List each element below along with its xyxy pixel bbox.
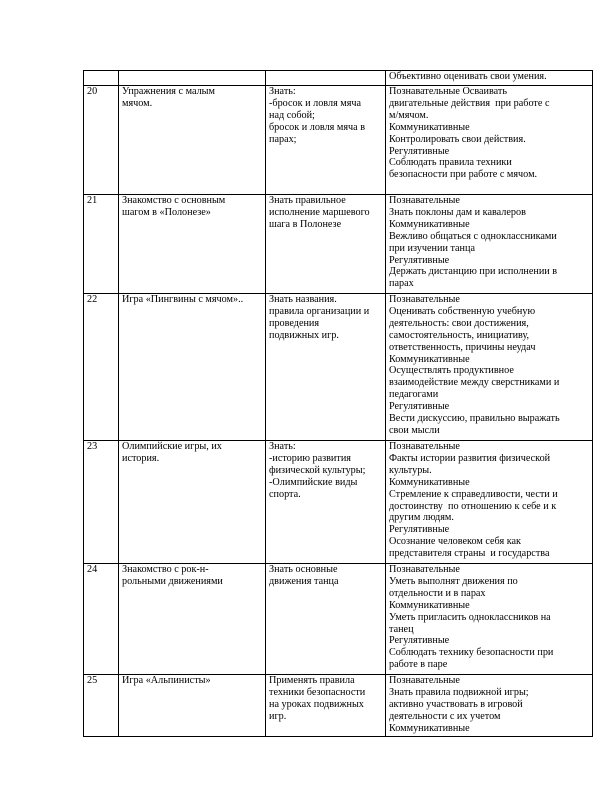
lesson-topic-cell xyxy=(119,564,266,675)
uud-cell xyxy=(386,564,593,675)
lesson-plan-table xyxy=(83,70,593,737)
knowledge-line: Применять правила xyxy=(269,675,355,686)
knowledge-line: бросок и ловля мяча в xyxy=(269,121,366,133)
knowledge-line: правила организации и xyxy=(269,305,370,317)
topic-line: шагом в «Полонезе» xyxy=(122,206,211,218)
uud-line: Коммуникативные xyxy=(389,722,470,734)
knowledge-line: физической культуры; xyxy=(269,464,366,476)
uud-line: самостоятельность, инициативу, xyxy=(389,329,530,341)
table-row xyxy=(84,195,593,294)
lesson-number-cell xyxy=(84,675,119,737)
knowledge-line: техники безопасности xyxy=(269,686,366,698)
table-row xyxy=(84,564,593,675)
continuation-knowledge-cell xyxy=(266,71,386,86)
uud-line: ответственность, причины неудач xyxy=(389,341,536,353)
table-row xyxy=(84,441,593,564)
knowledge-line: подвижных игр. xyxy=(269,329,339,341)
knowledge-line: Знать названия. xyxy=(269,294,337,305)
lesson-topic-cell xyxy=(119,86,266,195)
uud-line: Оценивать собственную учебную xyxy=(389,305,536,317)
lesson-number: 23 xyxy=(87,441,98,452)
topic-line: Упражнения с малым xyxy=(122,86,215,97)
topic-line: Игра «Пингвины с мячом».. xyxy=(122,294,244,305)
knowledge-cell xyxy=(266,564,386,675)
uud-line: Познавательные xyxy=(389,564,460,575)
uud-line: безопасности при работе с мячом. xyxy=(389,169,538,181)
uud-line: достоинству по отношению к себе и к xyxy=(389,500,557,512)
uud-line: Знать поклоны дам и кавалеров xyxy=(389,206,526,218)
uud-line: Коммуникативные xyxy=(389,599,470,611)
knowledge-line: движения танца xyxy=(269,575,339,587)
lesson-number-cell xyxy=(84,564,119,675)
uud-line: Осознание человеком себя как xyxy=(389,536,521,548)
lesson-topic-cell xyxy=(119,294,266,441)
uud-line: педагогами xyxy=(389,389,439,401)
uud-line: представителя страны и государства xyxy=(389,548,550,560)
uud-line: Соблюдать технику безопасности при xyxy=(389,647,554,659)
uud-line: Регулятивные xyxy=(389,145,450,157)
knowledge-line: на уроках подвижных xyxy=(269,698,364,710)
knowledge-cell xyxy=(266,675,386,737)
uud-line: Уметь пригласить одноклассников на xyxy=(389,611,551,623)
table-row xyxy=(84,294,593,441)
uud-line: Регулятивные xyxy=(389,524,450,536)
uud-cell xyxy=(386,195,593,294)
uud-line: взаимодействие между сверстниками и xyxy=(389,377,560,389)
uud-line: при изучении танца xyxy=(389,242,475,254)
uud-line: Вежливо общаться с одноклассниками xyxy=(389,230,557,242)
knowledge-line: проведения xyxy=(269,317,320,329)
uud-line: Держать дистанцию при исполнении в xyxy=(389,266,558,278)
knowledge-line: Знать основные xyxy=(269,564,338,575)
uud-line: культуры. xyxy=(389,464,432,476)
uud-cell xyxy=(386,86,593,195)
knowledge-cell xyxy=(266,441,386,564)
uud-line: м/мячом. xyxy=(389,109,429,121)
uud-cell xyxy=(386,294,593,441)
lesson-topic-cell xyxy=(119,441,266,564)
uud-line: Стремление к справедливости, чести и xyxy=(389,488,558,500)
uud-line: танец xyxy=(389,623,414,635)
continuation-row xyxy=(84,71,593,86)
lesson-topic-cell xyxy=(119,675,266,737)
knowledge-line: игр. xyxy=(269,710,287,722)
uud-line: Факты истории развития физической xyxy=(389,452,551,464)
lesson-number: 21 xyxy=(87,195,98,206)
lesson-plan-body xyxy=(84,71,593,737)
lesson-number-cell xyxy=(84,294,119,441)
table-row xyxy=(84,86,593,195)
uud-line: Коммуникативные xyxy=(389,476,470,488)
uud-line: Коммуникативные xyxy=(389,121,470,133)
lesson-number: 25 xyxy=(87,675,98,686)
lesson-number: 20 xyxy=(87,86,98,97)
knowledge-line: -бросок и ловля мяча xyxy=(269,97,362,109)
knowledge-cell xyxy=(266,195,386,294)
uud-cell xyxy=(386,675,593,737)
lesson-number-cell xyxy=(84,441,119,564)
uud-line: свои мысли xyxy=(389,424,440,436)
uud-line: отдельности и в парах xyxy=(389,587,486,599)
uud-line: работе в паре xyxy=(389,659,448,671)
knowledge-line: -историю развития xyxy=(269,452,351,464)
uud-line: Познавательные xyxy=(389,441,460,452)
lesson-topic-cell xyxy=(119,195,266,294)
uud-line: Объективно оценивать свои умения. xyxy=(389,71,547,82)
uud-line: Регулятивные xyxy=(389,401,450,413)
topic-line: мячом. xyxy=(122,97,153,109)
uud-line: Вести дискуссию, правильно выражать xyxy=(389,413,560,425)
topic-line: история. xyxy=(122,452,160,464)
lesson-number-cell xyxy=(84,195,119,294)
uud-line: Познавательные Осваивать xyxy=(389,86,508,97)
uud-line: активно участвовать в игровой xyxy=(389,698,523,710)
uud-line: Знать правила подвижной игры; xyxy=(389,686,529,698)
uud-line: деятельности с их учетом xyxy=(389,710,501,722)
uud-line: Познавательные xyxy=(389,195,460,206)
uud-line: парах xyxy=(389,278,414,290)
lesson-number: 24 xyxy=(87,564,98,575)
uud-cell xyxy=(386,441,593,564)
uud-line: Регулятивные xyxy=(389,254,450,266)
topic-line: Знакомство с рок-н- xyxy=(122,564,209,575)
topic-line: Олимпийские игры, их xyxy=(122,441,222,452)
knowledge-line: исполнение маршевого xyxy=(269,206,370,218)
uud-line: Познавательные xyxy=(389,675,460,686)
uud-line: Коммуникативные xyxy=(389,353,470,365)
uud-line: другим людям. xyxy=(389,512,454,524)
knowledge-cell xyxy=(266,294,386,441)
knowledge-line: парах; xyxy=(269,133,297,145)
continuation-uud-cell xyxy=(386,71,593,86)
uud-line: Осуществлять продуктивное xyxy=(389,365,514,377)
knowledge-line: Знать: xyxy=(269,86,296,97)
uud-line: Соблюдать правила техники xyxy=(389,157,512,169)
continuation-num-cell xyxy=(84,71,119,86)
knowledge-line: шага в Полонезе xyxy=(269,218,342,230)
topic-line: Знакомство с основным xyxy=(122,195,226,206)
knowledge-line: Знать правильное xyxy=(269,195,346,206)
knowledge-line: спорта. xyxy=(269,488,301,500)
uud-line: Коммуникативные xyxy=(389,218,470,230)
topic-line: Игра «Альпинисты» xyxy=(122,675,211,686)
uud-line: Регулятивные xyxy=(389,635,450,647)
uud-line: Познавательные xyxy=(389,294,460,305)
topic-line: рольными движениями xyxy=(122,575,223,587)
uud-line: Уметь выполнят движения по xyxy=(389,575,518,587)
uud-line: деятельность: свои достижения, xyxy=(389,317,529,329)
knowledge-line: над собой; xyxy=(269,109,315,121)
lesson-number-cell xyxy=(84,86,119,195)
lesson-number: 22 xyxy=(87,294,98,305)
uud-line: Контролировать свои действия. xyxy=(389,133,526,145)
knowledge-cell xyxy=(266,86,386,195)
uud-line: двигательные действия при работе с xyxy=(389,97,550,109)
knowledge-line: Знать: xyxy=(269,441,296,452)
table-row xyxy=(84,675,593,737)
knowledge-line: -Олимпийские виды xyxy=(269,476,358,488)
continuation-topic-cell xyxy=(119,71,266,86)
